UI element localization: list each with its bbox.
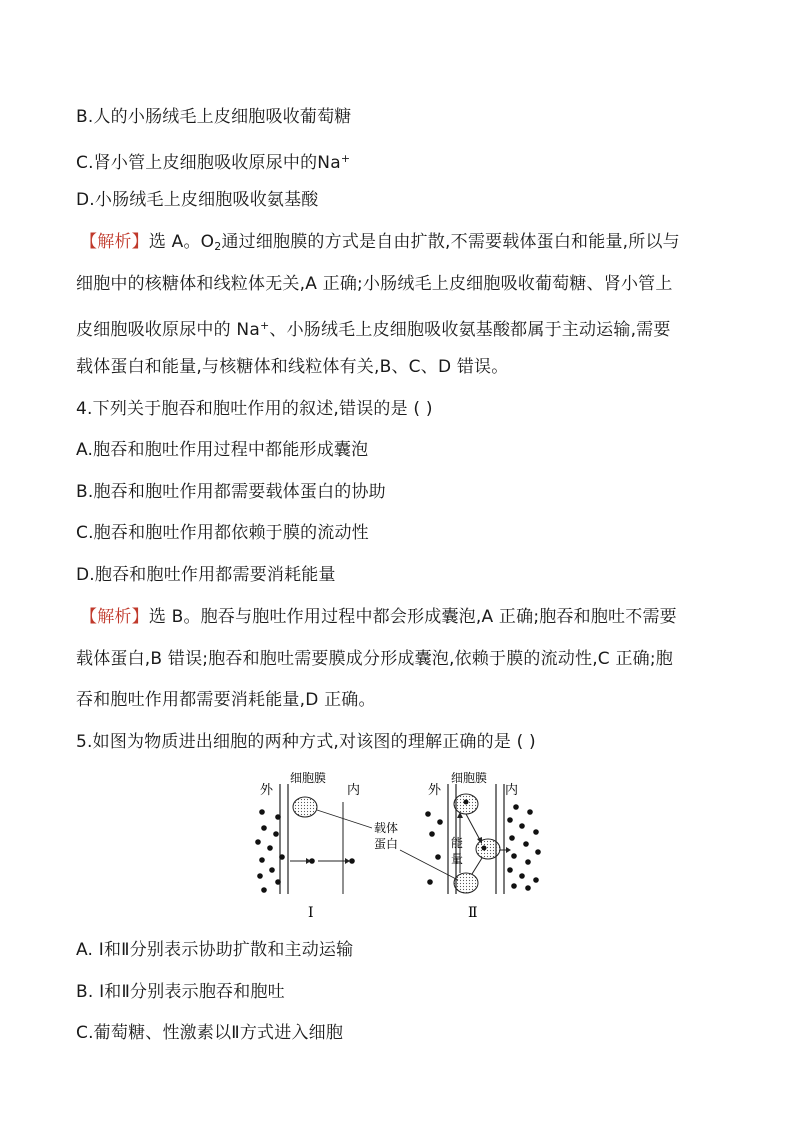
bound-molecule-2	[482, 846, 487, 851]
inside-label-2: 内	[505, 783, 519, 798]
option-d-q3-text: D.小肠绒毛上皮细胞吸收氨基酸	[76, 190, 319, 210]
analysis-q3-part-b: 通过细胞膜的方式是自由扩散,不需要载体蛋白和能量,所以与	[221, 232, 680, 252]
analysis-tag: 【解析】	[80, 607, 149, 627]
analysis-q3-line2-text: 细胞中的核糖体和线粒体无关,A 正确;小肠绒毛上皮细胞吸收葡萄糖、肾小管上	[76, 274, 673, 294]
option-c-q5	[76, 1023, 343, 1043]
analysis-q4-line2	[76, 649, 673, 669]
carrier-label-line2: 蛋白	[374, 837, 399, 851]
analysis-tag: 【解析】	[80, 232, 149, 252]
transition-arrow-1	[466, 814, 480, 840]
molecules-inside-2	[507, 804, 541, 891]
question-4	[76, 399, 433, 419]
molecule-moving-2	[349, 858, 355, 864]
analysis-q3-line4	[76, 357, 508, 377]
option-a-q4	[76, 440, 368, 460]
option-c-q3	[76, 149, 350, 173]
analysis-q3-line3-a: 皮细胞吸收原尿中的 Na	[76, 320, 260, 340]
option-c-q5-text: C.葡萄糖、性激素以Ⅱ方式进入细胞	[76, 1023, 344, 1043]
option-c-q4-text: C.胞吞和胞吐作用都依赖于膜的流动性	[76, 523, 369, 543]
pointer-line-2	[400, 850, 458, 880]
analysis-q3-line4-text: 载体蛋白和能量,与核糖体和线粒体有关,B、C、D 错误。	[76, 357, 509, 377]
subscript-2: 2	[214, 240, 222, 253]
analysis-q3-line3	[76, 316, 671, 340]
membrane-label-2: 细胞膜	[451, 771, 488, 785]
arrow-head-2	[345, 858, 350, 864]
analysis-q4-line3-text: 吞和胞吐作用都需要消耗能量,D 正确。	[76, 690, 376, 710]
superscript-plus: +	[340, 152, 351, 165]
energy-label-1: 能	[451, 836, 464, 850]
analysis-q4-line1-text: 选 B。胞吞与胞吐作用过程中都会形成囊泡,A 正确;胞吞和胞吐不需要	[148, 607, 677, 627]
transport-diagram	[240, 762, 550, 922]
option-b-q3-text: B.人的小肠绒毛上皮细胞吸收葡萄糖	[76, 107, 352, 127]
carrier-protein-2c	[454, 873, 478, 893]
membrane-label-1: 细胞膜	[290, 771, 327, 785]
bound-molecule-1	[464, 800, 469, 805]
option-b-q5	[76, 982, 285, 1002]
option-d-q4-text: D.胞吞和胞吐作用都需要消耗能量	[76, 565, 336, 585]
question-4-text: 4.下列关于胞吞和胞吐作用的叙述,错误的是 ( )	[76, 399, 433, 419]
analysis-q3-line3-b: 、小肠绒毛上皮细胞吸收氨基酸都属于主动运输,需要	[269, 320, 671, 340]
panel-label-1: Ⅰ	[308, 905, 314, 921]
option-b-q3	[76, 107, 351, 127]
analysis-q4-line3	[76, 690, 376, 710]
option-b-q4-text: B.胞吞和胞吐作用都需要载体蛋白的协助	[76, 482, 386, 502]
option-a-q4-text: A.胞吞和胞吐作用过程中都能形成囊泡	[76, 440, 369, 460]
carrier-label-line1: 载体	[374, 821, 399, 835]
analysis-q3-line1	[80, 232, 680, 257]
option-b-q5-text: B. Ⅰ和Ⅱ分别表示胞吞和胞吐	[76, 982, 285, 1002]
analysis-q3-part-a: 选 A。O	[148, 232, 215, 252]
analysis-q4-line2-text: 载体蛋白,B 错误;胞吞和胞吐需要膜成分形成囊泡,依赖于膜的流动性,C 正确;胞	[76, 649, 674, 669]
question-5-text: 5.如图为物质进出细胞的两种方式,对该图的理解正确的是 ( )	[76, 732, 536, 752]
superscript-plus: +	[259, 319, 270, 332]
energy-label-2: 量	[451, 852, 464, 866]
option-c-q3-text: C.肾小管上皮细胞吸收原尿中的Na	[76, 153, 341, 173]
molecules-outside-2	[425, 811, 443, 885]
analysis-q4-line1	[80, 607, 677, 627]
option-d-q4	[76, 565, 336, 585]
option-c-q4	[76, 523, 369, 543]
question-5	[76, 732, 536, 752]
analysis-q3-line2	[76, 274, 673, 294]
panel-label-2: Ⅱ	[468, 905, 478, 921]
option-a-q5-text: A. Ⅰ和Ⅱ分别表示协助扩散和主动运输	[76, 940, 354, 960]
option-b-q4	[76, 482, 386, 502]
carrier-protein-1	[293, 797, 317, 817]
pointer-line-1	[317, 810, 372, 828]
carrier-protein-2b	[476, 839, 500, 859]
release-arrow-head	[506, 847, 511, 853]
inside-label-1: 内	[347, 783, 361, 798]
transition-arrow-2	[472, 858, 482, 874]
outside-label-1: 外	[260, 783, 274, 798]
option-d-q3	[76, 190, 319, 210]
option-a-q5	[76, 940, 353, 960]
outside-label-2: 外	[428, 783, 442, 798]
